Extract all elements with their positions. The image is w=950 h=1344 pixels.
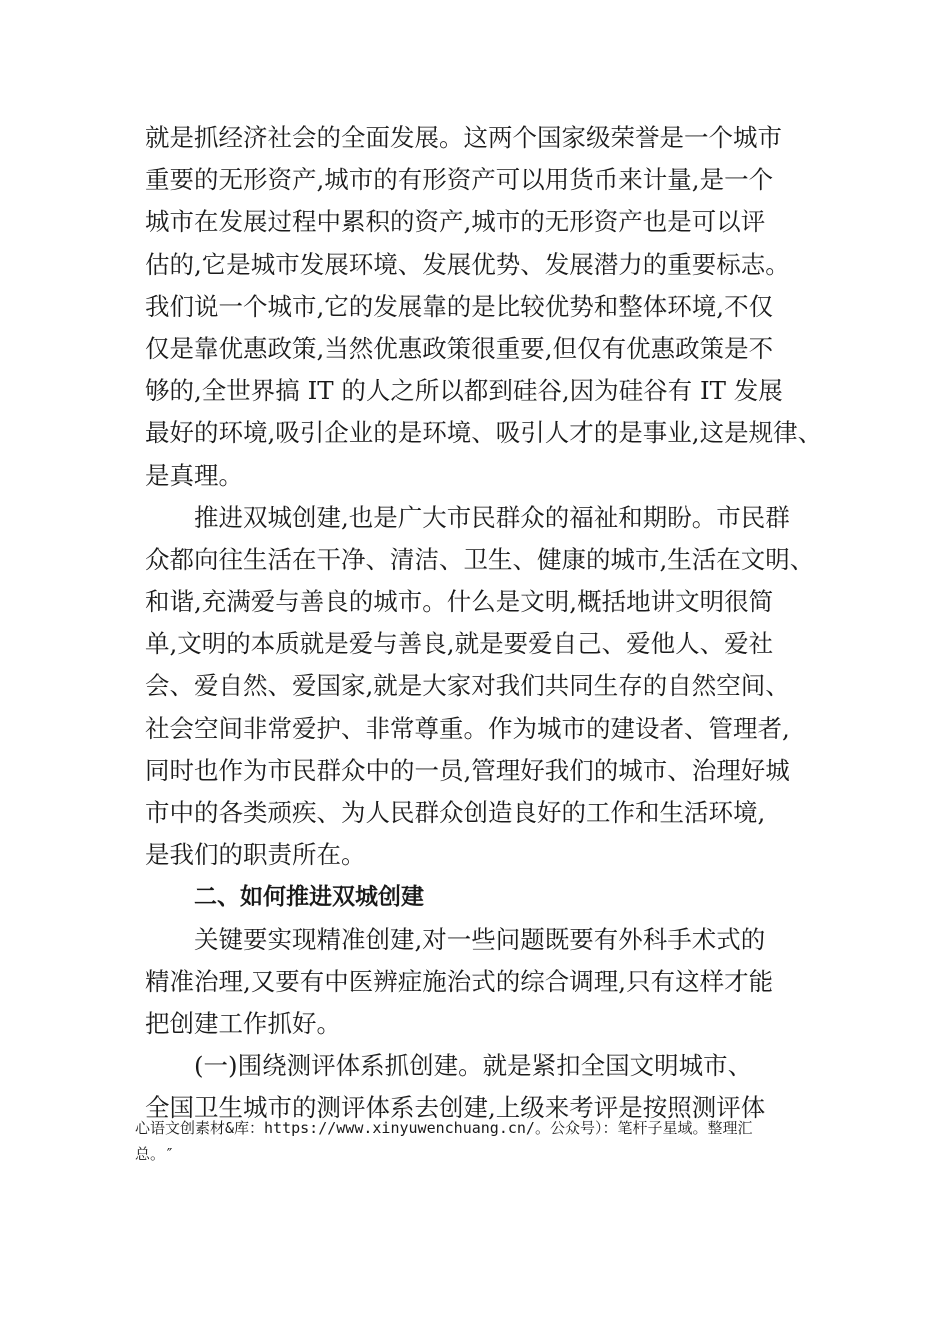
text-line: 是真理。 xyxy=(145,460,243,490)
text-line: 同时也作为市民群众中的一员,管理好我们的城市、治理好城 xyxy=(145,755,790,785)
body-text xyxy=(145,117,835,1130)
footer-line: 心语文创素材&库：https://www.xinyuwenchuang.cn/。公众号）：笔杆子星域。整理汇 xyxy=(135,1119,753,1137)
text-line: 我们说一个城市,它的发展靠的是比较优势和整体环境,不仅 xyxy=(145,291,774,321)
text-line: 社会空间非常爱护、非常尊重。作为城市的建设者、管理者, xyxy=(145,713,790,743)
subsection-start-line: (一)围绕测评体系抓创建。就是紧扣全国文明城市、 xyxy=(194,1051,753,1081)
text-line: 精准治理,又要有中医辨症施治式的综合调理,只有这样才能 xyxy=(145,966,774,996)
text-line: 单,文明的本质就是爱与善良,就是要爱自己、爱他人、爱社 xyxy=(145,629,774,659)
text-line: 众都向往生活在干净、清洁、卫生、健康的城市,生活在文明、 xyxy=(145,544,815,574)
text-line: 城市在发展过程中累积的资产,城市的无形资产也是可以评 xyxy=(145,207,766,237)
paragraph-start-line: 关键要实现精准创建,对一些问题既要有外科手术式的 xyxy=(194,924,766,954)
text-line: 就是抓经济社会的全面发展。这两个国家级荣誉是一个城市 xyxy=(145,123,782,152)
text-line: 把创建工作抓好。 xyxy=(145,1008,341,1038)
footer-line: 总。″ xyxy=(135,1145,175,1163)
text-line: 是我们的职责所在。 xyxy=(145,840,366,870)
text-line: 仅是靠优惠政策,当然优惠政策很重要,但仅有优惠政策是不 xyxy=(145,333,774,363)
text-line: 估的,它是城市发展环境、发展优势、发展潜力的重要标志。 xyxy=(145,249,790,279)
paragraph-start-line: 推进双城创建,也是广大市民群众的福祉和期盼。市民群 xyxy=(194,502,790,532)
footer-note xyxy=(135,1115,825,1167)
text-line: 市中的各类顽疾、为人民群众创造良好的工作和生活环境, xyxy=(145,798,766,827)
text-line: 重要的无形资产,城市的有形资产可以用货币来计量,是一个 xyxy=(145,165,774,195)
text-line: 够的,全世界搞 IT 的人之所以都到硅谷,因为硅谷有 IT 发展 xyxy=(145,376,783,406)
text-line: 和谐,充满爱与善良的城市。什么是文明,概括地讲文明很简 xyxy=(145,587,774,617)
text-line: 全国卫生城市的测评体系去创建,上级来考评是按照测评体 xyxy=(145,1093,766,1123)
section-heading: 二、如何推进双城创建 xyxy=(194,884,424,911)
text-line: 最好的环境,吸引企业的是环境、吸引人才的是事业,这是规律、 xyxy=(145,418,823,448)
text-line: 会、爱自然、爱国家,就是大家对我们共同生存的自然空间、 xyxy=(145,671,790,701)
